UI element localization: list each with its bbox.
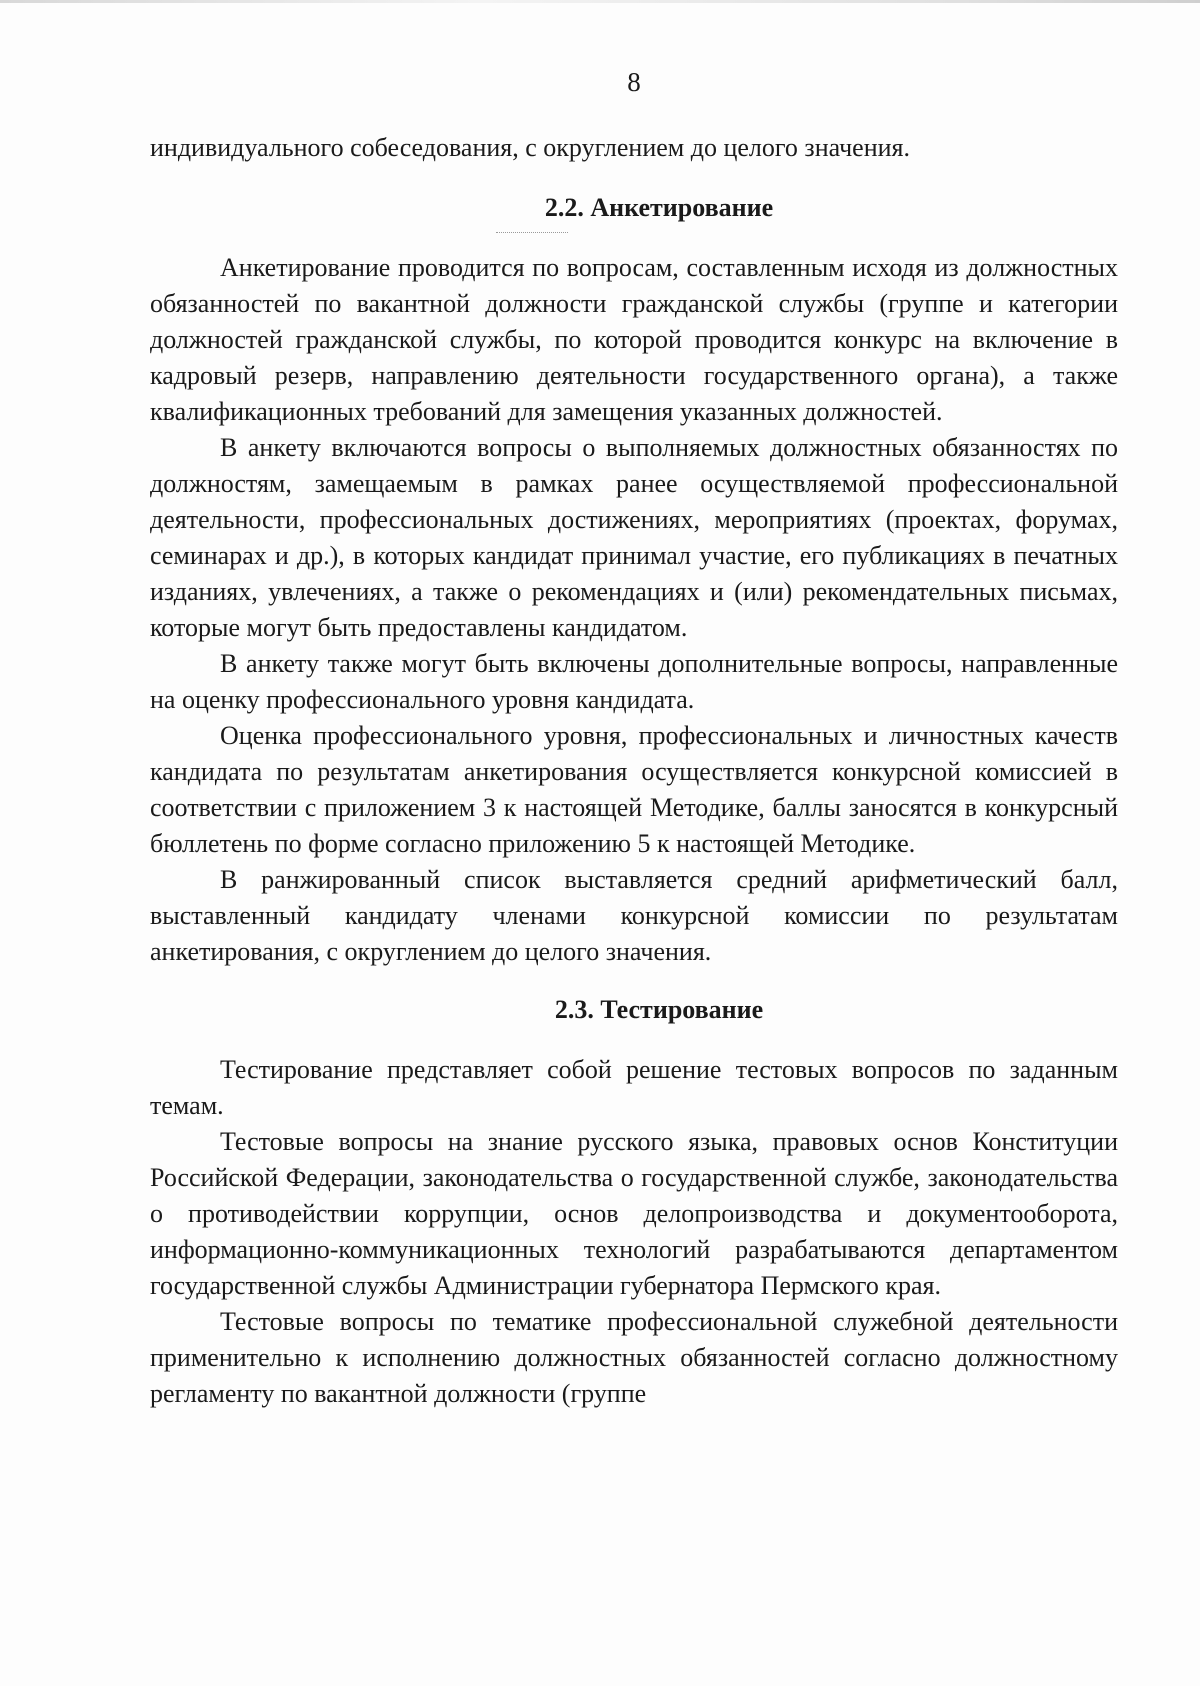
document-body xyxy=(150,130,1118,1412)
paragraph: Оценка профессионального уровня, профессиональных и личностных качеств кандидата по результатам анкетирования осуществляется конкурсной комиссией в соответствии с приложением 3 к настоящей Методике, баллы заносятся в конкурсный бюллетень по форме согласно приложению 5 к настоящей Методике. xyxy=(150,721,1118,858)
paragraph: В ранжированный список выставляется средний арифметический балл, выставленный кандидату членами конкурсной комиссии по результатам анкетирования, с округлением до целого значения. xyxy=(150,865,1118,966)
paragraph: Тестирование представляет собой решение тестовых вопросов по заданным темам. xyxy=(150,1055,1118,1120)
paragraph: Тестовые вопросы на знание русского языка, правовых основ Конституции Российской Федерации, законодательства о государственной службе, законодательства о противодействии коррупции, основ делопроизводства и документооборота, информационно-коммуникационных технологий разрабатываются департаментом государственной службы Администрации губернатора Пермского края. xyxy=(150,1127,1118,1300)
page-number: 8 xyxy=(627,67,641,97)
scan-edge xyxy=(0,0,1200,3)
paragraph: В анкету также могут быть включены дополнительные вопросы, направленные на оценку профессионального уровня кандидата. xyxy=(150,649,1118,714)
paragraph: Тестовые вопросы по тематике профессиональной служебной деятельности применительно к исполнению должностных обязанностей согласно должностному регламенту по вакантной должности (группе xyxy=(150,1307,1118,1408)
section-heading-2-3: 2.3. Тестирование xyxy=(554,995,764,1024)
paragraph: В анкету включаются вопросы о выполняемых должностных обязанностях по должностям, замещаемым в рамках ранее осуществляемой профессиональной деятельности, профессиональных достижениях, мероприятиях (проектах, форумах, семинарах и др.), в которых кандидат принимал участие, его публикациях в печатных изданиях, увлечениях, а также о рекомендациях и (или) рекомендательных письмах, которые могут быть предоставлены кандидатом. xyxy=(150,433,1118,642)
paragraph: индивидуального собеседования, с округлением до целого значения. xyxy=(150,133,911,162)
paragraph: Анкетирование проводится по вопросам, составленным исходя из должностных обязанностей по вакантной должности гражданской службы (группе и категории должностей гражданской службы, по которой проводится конкурс на включение в кадровый резерв, направлению деятельности государственного органа), а также квалификационных требований для замещения указанных должностей. xyxy=(150,253,1118,426)
section-heading-2-2: 2.2. Анкетирование xyxy=(544,193,774,222)
